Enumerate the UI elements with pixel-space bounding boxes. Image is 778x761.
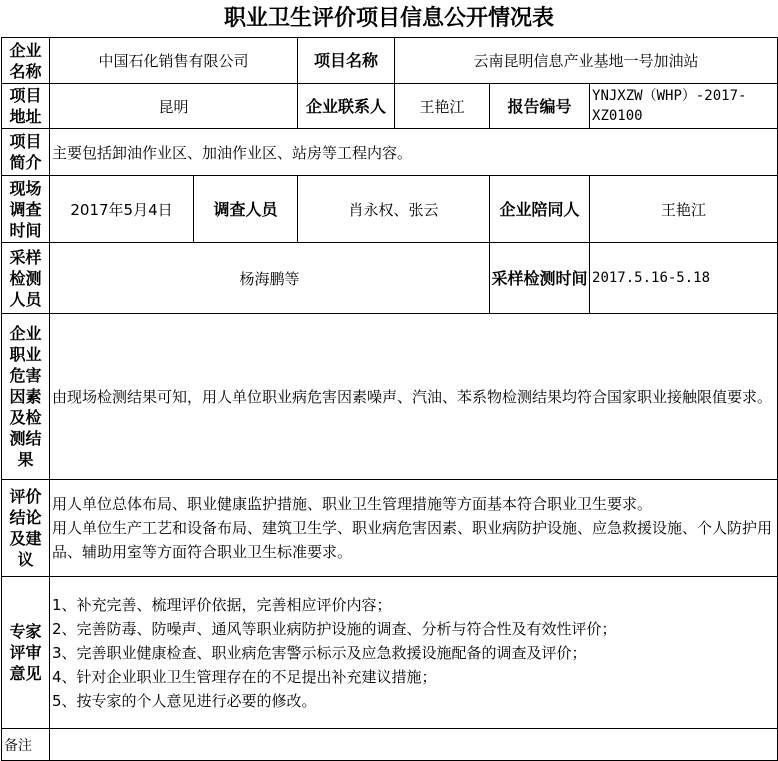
project-name-label: 项目名称 bbox=[298, 38, 395, 84]
sampling-staff-label: 采样检测人员 bbox=[2, 243, 50, 314]
report-number-value: YNJXZW（WHP）-2017-XZ0100 bbox=[590, 84, 778, 129]
row-conclusion bbox=[2, 480, 778, 577]
hazard-value: 由现场检测结果可知，用人单位职业病危害因素噪声、汽油、苯系物检测结果均符合国家职业接触限值要求。 bbox=[50, 314, 778, 480]
conclusion-label: 评价结论及建议 bbox=[2, 480, 50, 577]
address-value: 昆明 bbox=[50, 84, 298, 129]
expert-opinion-item: 3、完善职业健康检查、职业病危害警示标示及应急救援设施配备的调查及评价； bbox=[52, 643, 587, 662]
info-table bbox=[1, 37, 778, 761]
company-value: 中国石化销售有限公司 bbox=[50, 38, 298, 84]
row-address bbox=[2, 84, 778, 129]
conclusion-line: 用人单位总体布局、职业健康监护措施、职业卫生管理措施等方面基本符合职业卫生要求。 bbox=[52, 495, 653, 513]
expert-opinion-label: 专家评审意见 bbox=[2, 577, 50, 729]
expert-opinion-value bbox=[50, 577, 778, 729]
row-sampling bbox=[2, 243, 778, 314]
escort-value: 王艳江 bbox=[590, 176, 778, 243]
row-survey bbox=[2, 176, 778, 243]
sampling-time-label: 采样检测时间 bbox=[490, 243, 590, 314]
conclusion-value bbox=[50, 480, 778, 577]
expert-opinion-item: 4、针对企业职业卫生管理存在的不足提出补充建议措施； bbox=[52, 667, 437, 686]
expert-opinion-item: 5、按专家的个人意见进行必要的修改。 bbox=[52, 691, 317, 710]
survey-time-label: 现场调查时间 bbox=[2, 176, 50, 243]
investigator-label: 调查人员 bbox=[194, 176, 298, 243]
row-company bbox=[2, 38, 778, 84]
row-hazard bbox=[2, 314, 778, 480]
address-label: 项目地址 bbox=[2, 84, 50, 129]
sampling-time-value: 2017.5.16-5.18 bbox=[590, 243, 778, 314]
survey-time-value: 2017年5月4日 bbox=[50, 176, 194, 243]
summary-value: 主要包括卸油作业区、加油作业区、站房等工程内容。 bbox=[50, 129, 778, 176]
expert-opinion-item: 2、完善防毒、防噪声、通风等职业病防护设施的调查、分析与符合性及有效性评价； bbox=[52, 619, 617, 638]
report-number-label: 报告编号 bbox=[490, 84, 590, 129]
sampling-staff-value: 杨海鹏等 bbox=[50, 243, 490, 314]
contact-label: 企业联系人 bbox=[298, 84, 395, 129]
expert-opinion-item: 1、补充完善、梳理评价依据，完善相应评价内容； bbox=[52, 595, 392, 614]
row-remarks bbox=[2, 729, 778, 761]
row-summary bbox=[2, 129, 778, 176]
page-title: 职业卫生评价项目信息公开情况表 bbox=[223, 6, 554, 31]
company-label: 企业名称 bbox=[2, 38, 50, 84]
project-name-value: 云南昆明信息产业基地一号加油站 bbox=[395, 38, 778, 84]
escort-label: 企业陪同人 bbox=[490, 176, 590, 243]
summary-label: 项目简介 bbox=[2, 129, 50, 176]
remarks-value bbox=[50, 729, 778, 761]
hazard-label: 企业职业危害因素及检测结果 bbox=[2, 314, 50, 480]
conclusion-line: 用人单位生产工艺和设备布局、建筑卫生学、职业病危害因素、职业病防护设施、应急救援设施、个人防护用品、辅助用室等方面符合职业卫生标准要求。 bbox=[52, 519, 773, 561]
remarks-label: 备注 bbox=[2, 729, 50, 761]
investigator-value: 肖永权、张云 bbox=[298, 176, 490, 243]
row-expert bbox=[2, 577, 778, 729]
contact-value: 王艳江 bbox=[395, 84, 490, 129]
